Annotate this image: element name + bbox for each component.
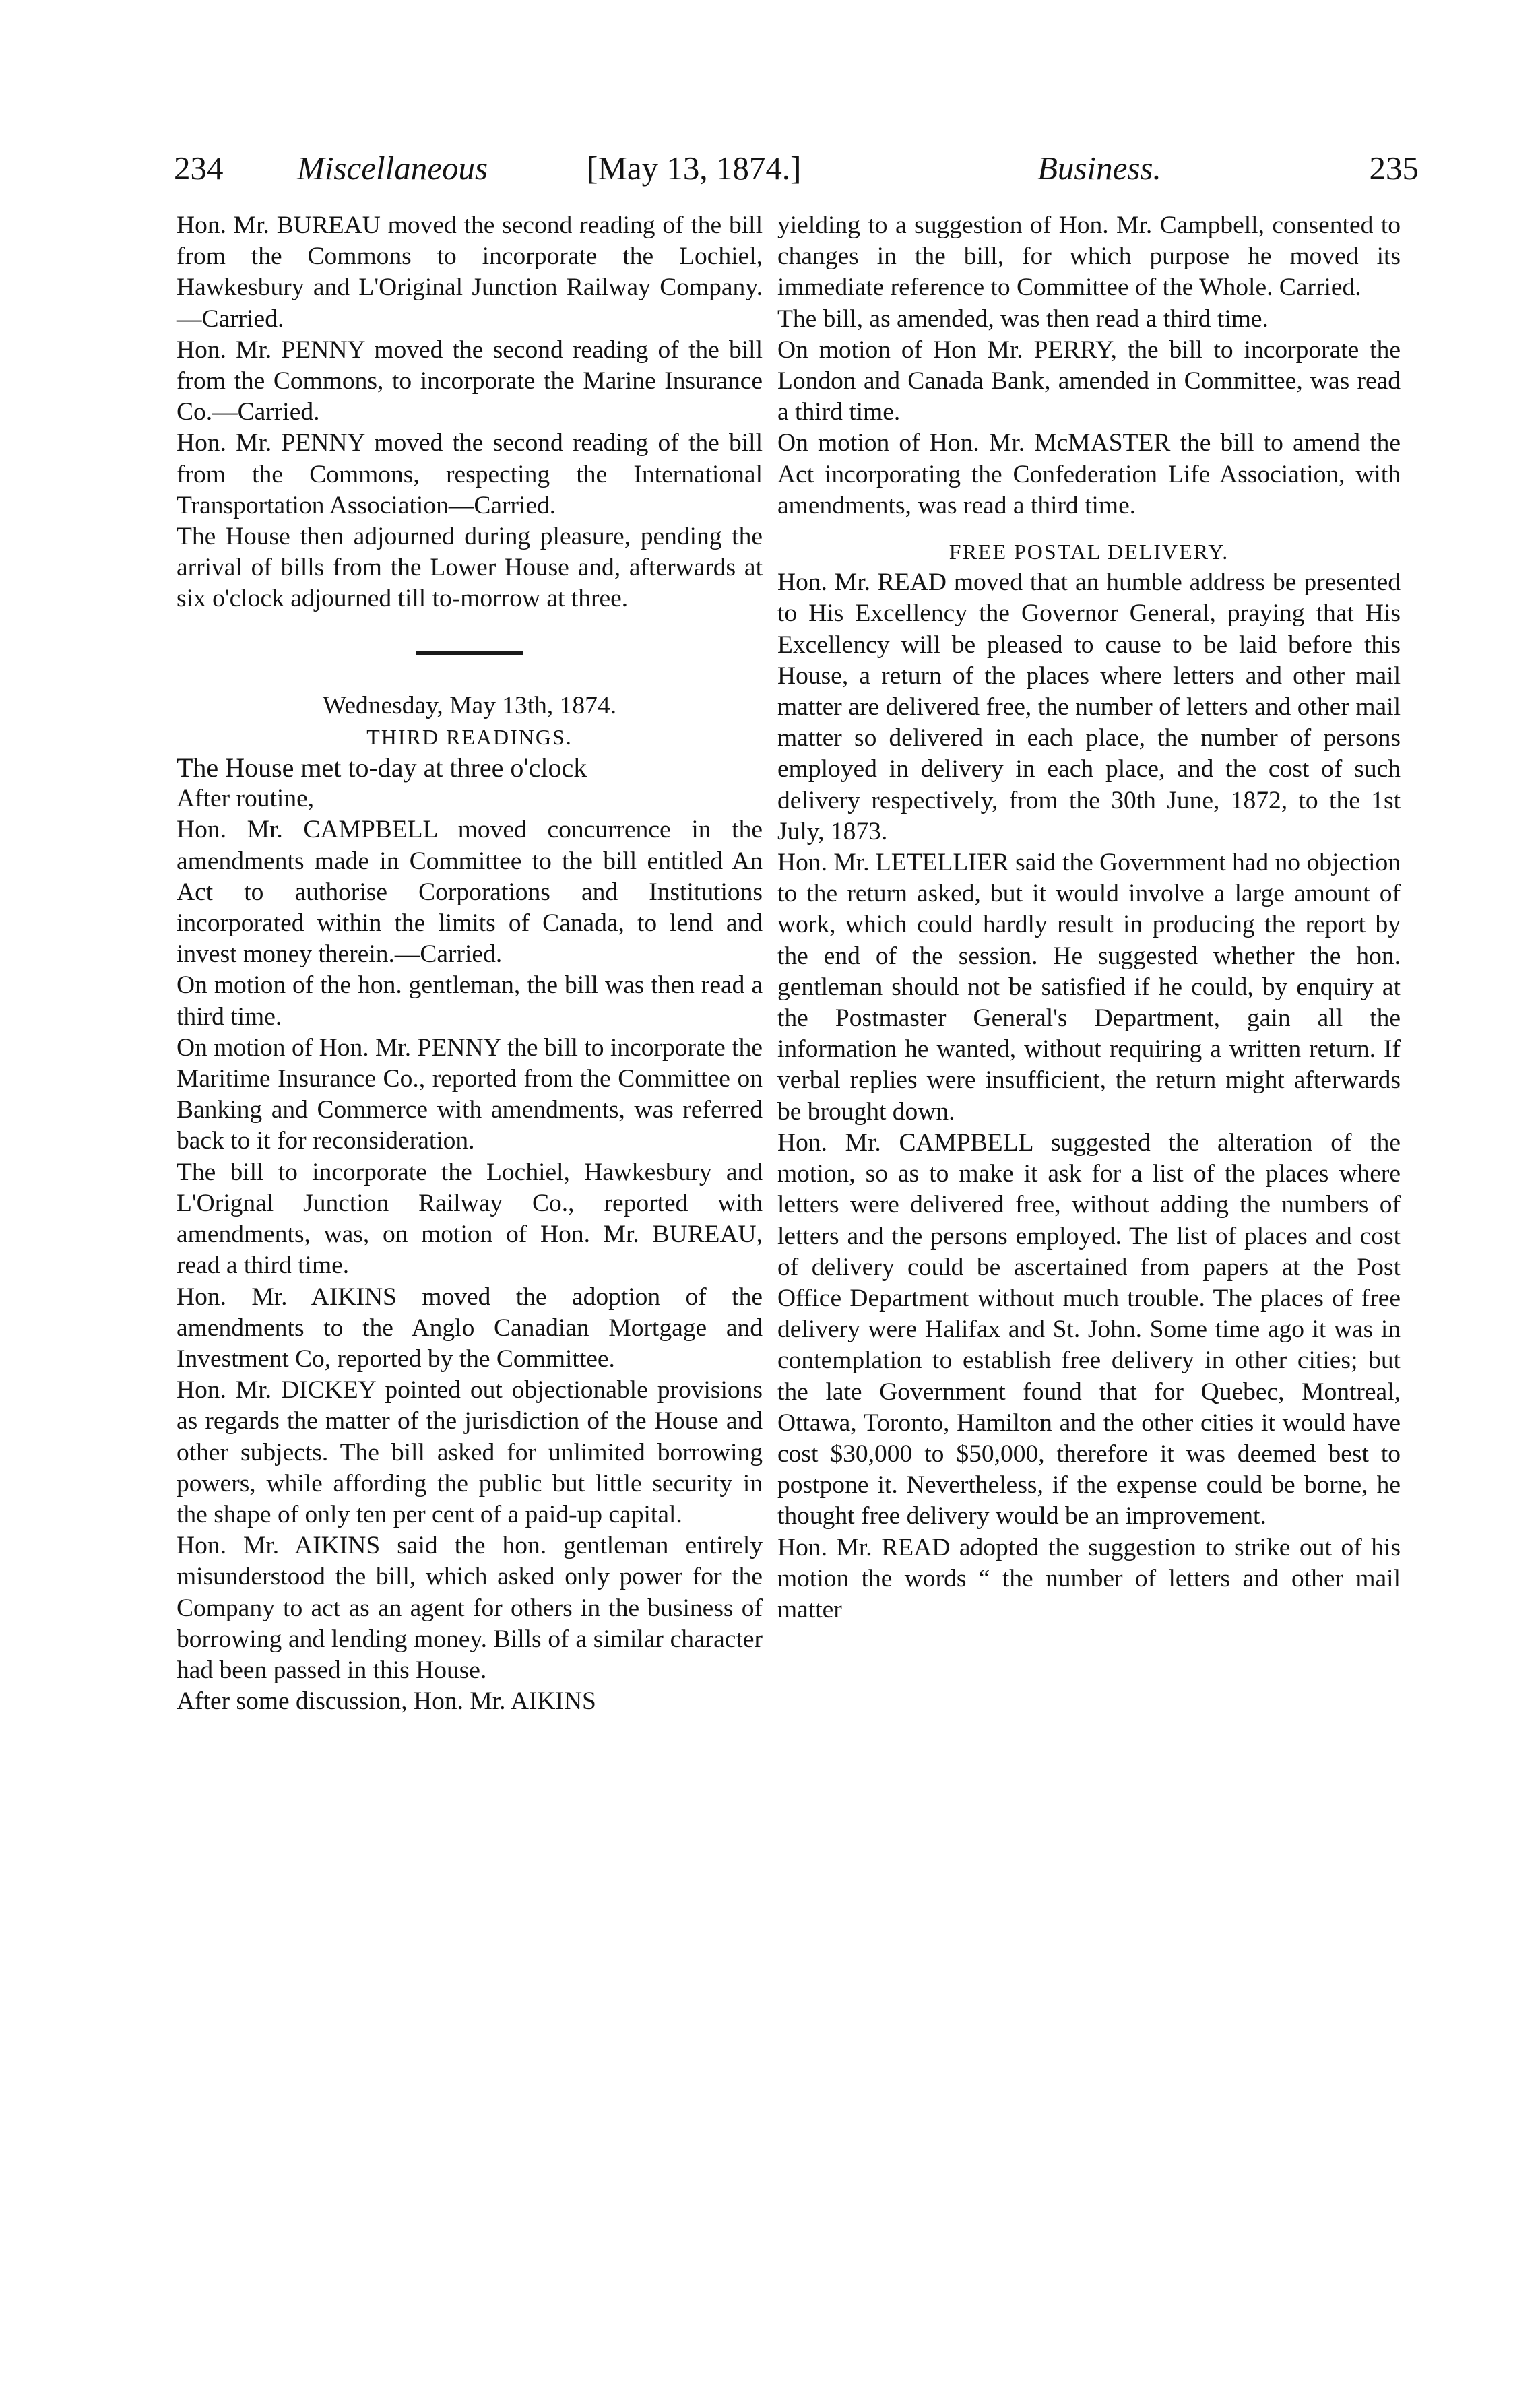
right-section-title: Business. xyxy=(1037,150,1161,187)
running-header xyxy=(174,138,1419,199)
paragraph: The bill, as amended, was then read a third time. xyxy=(777,304,1269,333)
left-section-title: Miscellaneous xyxy=(297,150,488,187)
paragraph: On motion of Hon. Mr. McMASTER the bill to amend the Act incorporating the Confederation Life Association, with amendments, was read a third time. xyxy=(777,429,1401,519)
paragraph: Hon. Mr. READ moved that an humble address be presented to His Excellency the Governor General, praying that His Excellency will be pleased to cause to be laid before this House, a return of the places where letters and other mail matter are delivered free, the number of letters and other mail matter so delivered in each place, the number of persons employed in delivery in each place, and the cost of such delivery respectively, from the 30th June, 1872, to the 1st July, 1873. xyxy=(777,569,1401,845)
right-column xyxy=(777,210,1401,1625)
paragraph: On motion of Hon. Mr. PENNY the bill to incorporate the Maritime Insurance Co., reported from the Committee on Banking and Commerce with amendments, was referred back to it for reconsideration. xyxy=(177,1033,763,1155)
left-column xyxy=(177,210,763,1717)
paragraph: yielding to a suggestion of Hon. Mr. Campbell, consented to changes in the bill, for which purpose he moved its immediate reference to Committee of the Whole. Carried. xyxy=(777,212,1401,302)
header-date: [May 13, 1874.] xyxy=(587,150,802,187)
right-page-number: 235 xyxy=(1369,150,1419,187)
sitting-opening: The House met to-day at three o'clock xyxy=(177,752,587,783)
paragraph: After some discussion, Hon. Mr. AIKINS xyxy=(177,1687,596,1716)
paragraph: Hon. Mr. DICKEY pointed out objectionable provisions as regards the matter of the jurisdiction of the House and other subjects. The bill asked for unlimited borrowing powers, while affording the public but little security in the shape of only ten per cent of a paid-up capital. xyxy=(177,1376,763,1528)
paragraph: Hon. Mr. PENNY moved the second reading of the bill from the Commons, to incorporate the Marine Insurance Co.—Carried. xyxy=(177,335,763,426)
paragraph: Hon. Mr. BUREAU moved the second reading of the bill from the Commons to incorporate the Lochiel, Hawkesbury and L'Original Junction Railway Company.—Carried. xyxy=(177,212,763,333)
section-heading-third-readings: THIRD READINGS. xyxy=(366,724,573,749)
paragraph: Hon. Mr. AIKINS said the hon. gentleman entirely misunderstood the bill, which asked only power for the Company to act as an agent for others in the business of borrowing and lending money. Bills of a similar character had been passed in this House. xyxy=(177,1532,763,1684)
left-page-number: 234 xyxy=(174,150,224,187)
paragraph: Hon. Mr. AIKINS moved the adoption of the amendments to the Anglo Canadian Mortgage and Investment Co, reported by the Committee. xyxy=(177,1283,763,1373)
section-divider xyxy=(416,651,523,655)
routine-note: After routine, xyxy=(177,785,315,813)
paragraph: Hon. Mr. READ adopted the suggestion to strike out of his motion the words “ the number of letters and other mail matter xyxy=(777,1533,1401,1623)
paragraph: Hon. Mr. CAMPBELL moved concurrence in the amendments made in Committee to the bill entitled An Act to authorise Corporations and Institutions incorporated within the limits of Canada, to lend and invest money therein.—Carried. xyxy=(177,816,763,969)
paragraph: Hon. Mr. LETELLIER said the Government had no objection to the return asked, but it would involve a large amount of work, which could hardly result in producing the report by the end of the session. He suggested whether the hon. gentleman should not be satisfied if he could, by enquiry at the Postmaster General's Department, gain all the information he wanted, without requiring a written return. If verbal replies were insufficient, the return might afterwards be brought down. xyxy=(777,849,1401,1126)
paragraph: The bill to incorporate the Lochiel, Hawkesbury and L'Orignal Junction Railway Co., reported with amendments, was, on motion of Hon. Mr. BUREAU, read a third time. xyxy=(177,1158,763,1280)
paragraph: On motion of Hon Mr. PERRY, the bill to incorporate the London and Canada Bank, amended in Committee, was read a third time. xyxy=(777,335,1401,426)
section-heading-free-postal-delivery: FREE POSTAL DELIVERY. xyxy=(949,540,1229,564)
sitting-dateline: Wednesday, May 13th, 1874. xyxy=(322,691,617,719)
paragraph: The House then adjourned during pleasure, pending the arrival of bills from the Lower House and, afterwards at six o'clock adjourned till to-morrow at three. xyxy=(177,523,763,613)
paragraph: Hon. Mr. CAMPBELL suggested the alteration of the motion, so as to make it ask for a list of the places where letters were delivered free, without adding the numbers of letters and the persons employed. The list of places and cost of delivery could be ascertained from papers at the Post Office Department without much trouble. The places of free delivery were Halifax and St. John. Some time ago it was in contemplation to establish free delivery in other cities; but the late Government found that for Quebec, Montreal, Ottawa, Toronto, Hamilton and the other cities it would have cost $30,000 to $50,000, therefore it was deemed best to postpone it. Nevertheless, if the expense could be borne, he thought free delivery would be an improvement. xyxy=(777,1128,1401,1530)
paragraph: Hon. Mr. PENNY moved the second reading of the bill from the Commons, respecting the International Transportation Association—Carried. xyxy=(177,429,763,519)
paragraph: On motion of the hon. gentleman, the bill was then read a third time. xyxy=(177,971,763,1031)
